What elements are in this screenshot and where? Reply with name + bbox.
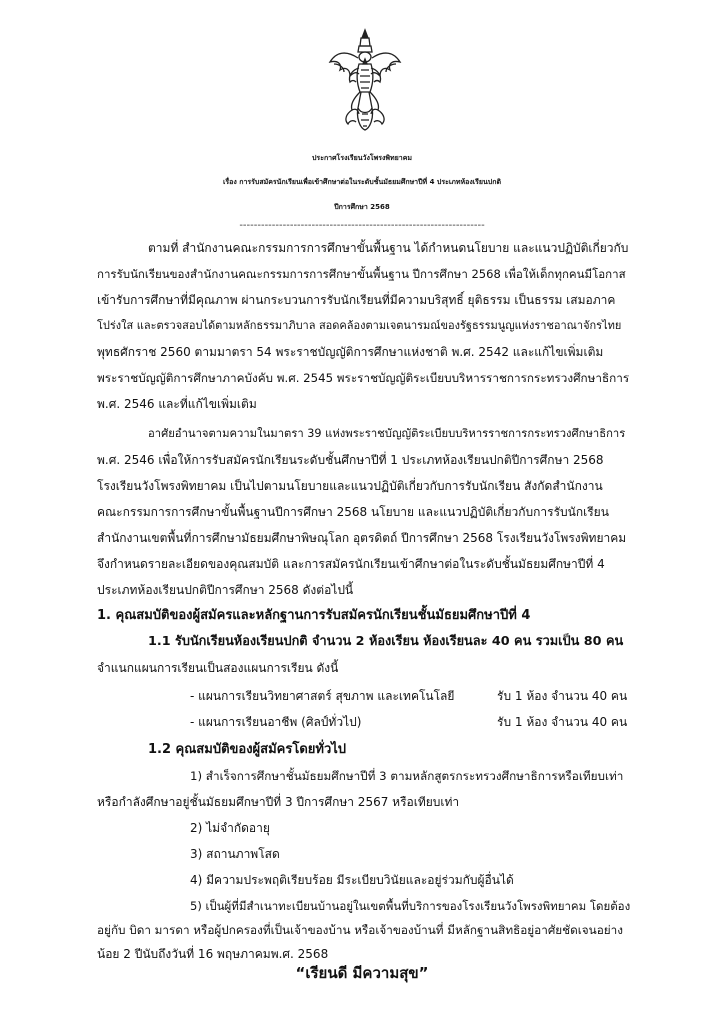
criteria-line: 3) สถานภาพโสด	[190, 847, 280, 861]
plan-name: - แผนการเรียนวิทยาศาสตร์ สุขภาพ และเทคโนโลยี	[190, 689, 455, 703]
para1-line: พ.ศ. 2546 และที่แก้ไขเพิ่มเติม	[97, 397, 257, 411]
criteria-line: น้อย 2 ปีนับถึงวันที่ 16 พฤษภาคมพ.ศ. 2568	[97, 947, 329, 961]
criteria-line: อยู่กับ บิดา มารดา หรือผู้ปกครองที่เป็นเจ้าของบ้าน หรือเจ้าของบ้านที่ มีหลักฐานสิทธิอยู่อาศัยชัดเจนอย่าง	[97, 923, 623, 937]
criteria-line: 4) มีความประพฤติเรียบร้อย มีระเบียบวินัยและอยู่ร่วมกับผู้อื่นได้	[190, 873, 514, 887]
plan-quota: รับ 1 ห้อง จำนวน 40 คน	[497, 715, 628, 729]
para1-line: เข้ารับการศึกษาที่มีคุณภาพ ผ่านกระบวนการรับนักเรียนที่มีความบริสุทธิ์ ยุติธรรม เป็นธรรม เสมอภาค	[97, 293, 616, 307]
para2-line: ประเภทห้องเรียนปกติปีการศึกษา 2568 ดังต่อไปนี้	[97, 583, 354, 597]
section-1-1-heading: 1.1 รับนักเรียนห้องเรียนปกติ จำนวน 2 ห้องเรียน ห้องเรียนละ 40 คน รวมเป็น 80 คน	[148, 634, 624, 649]
para2-line: พ.ศ. 2546 เพื่อให้การรับสมัครนักเรียนระดับชั้นศึกษาปีที่ 1 ประเภทห้องเรียนปกติปีการศึกษา 2568	[97, 453, 604, 467]
announcement-title: ประกาศโรงเรียนวังโพรงพิทยาคม	[311, 154, 412, 162]
para2-line: อาศัยอำนาจตามความในมาตรา 39 แห่งพระราชบัญญัติระเบียบบริหารราชการกระทรวงศึกษาธิการ	[148, 427, 626, 440]
para1-line: ตามที่ สำนักงานคณะกรรมการการศึกษาขั้นพื้นฐาน ได้กำหนดนโยบาย และแนวปฏิบัติเกี่ยวกับ	[148, 241, 629, 255]
criteria-line: 1) สำเร็จการศึกษาชั้นมัธยมศึกษาปีที่ 3 ตามหลักสูตรกระทรวงศึกษาธิการหรือเทียบเท่า	[190, 769, 624, 783]
criteria-line: หรือกำลังศึกษาอยู่ชั้นมัธยมศึกษาปีที่ 3 ปีการศึกษา 2567 หรือเทียบเท่า	[97, 795, 460, 809]
criteria-line: 2) ไม่จำกัดอายุ	[190, 821, 270, 835]
school-motto: “เรียนดี มีความสุข”	[295, 964, 429, 982]
section-1-2-heading: 1.2 คุณสมบัติของผู้สมัครโดยทั่วไป	[148, 742, 347, 757]
academic-year: ปีการศึกษา 2568	[334, 203, 390, 211]
plans-intro: จำแนกแผนการเรียนเป็นสองแผนการเรียน ดังนี้	[97, 661, 339, 675]
para1-line: พระราชบัญญัติการศึกษาภาคบังคับ พ.ศ. 2545 พระราชบัญญัติระเบียบบริหารราชการกระทรวงศึกษาธิการ	[97, 371, 630, 385]
para2-line: โรงเรียนวังโพรงพิทยาคม เป็นไปตามนโยบายและแนวปฏิบัติเกี่ยวกับการรับนักเรียน สังกัดสำนักงาน	[97, 479, 603, 493]
plan-name: - แผนการเรียนอาชีพ (ศิลป์ทั่วไป)	[190, 715, 362, 729]
para2-line: คณะกรรมการการศึกษาขั้นพื้นฐานปีการศึกษา 2568 นโยบาย และแนวปฏิบัติเกี่ยวกับการรับนักเรียน	[97, 505, 609, 519]
criteria-line: 5) เป็นผู้ที่มีสำเนาทะเบียนบ้านอยู่ในเขตพื้นที่บริการของโรงเรียนวังโพรงพิทยาคม โดยต้อง	[190, 899, 631, 913]
dashed-divider: --------------------------------------------------------------------	[239, 220, 485, 231]
para1-line: โปร่งใส และตรวจสอบได้ตามหลักธรรมาภิบาล สอดคล้องตามเจตนารมณ์ของรัฐธรรมนูญแห่งราชอาณาจักรไทย	[97, 319, 622, 332]
para1-line: การรับนักเรียนของสำนักงานคณะกรรมการการศึกษาขั้นพื้นฐาน ปีการศึกษา 2568 เพื่อให้เด็กทุกคนมีโอกาส	[97, 267, 626, 281]
section-1-heading: 1. คุณสมบัติของผู้สมัครและหลักฐานการรับสมัครนักเรียนชั้นมัธยมศึกษาปีที่ 4	[97, 608, 531, 623]
para2-line: สำนักงานเขตพื้นที่การศึกษามัธยมศึกษาพิษณุโลก อุตรดิตถ์ ปีการศึกษา 2568 โรงเรียนวังโพรงพิทยาคม	[97, 531, 627, 545]
para2-line: จึงกำหนดรายละเอียดของคุณสมบัติ และการสมัครนักเรียนเข้าศึกษาต่อในระดับชั้นมัธยมศึกษาปีที่ 4	[97, 557, 605, 571]
para1-line: พุทธศักราช 2560 ตามมาตรา 54 พระราชบัญญัติการศึกษาแห่งชาติ พ.ศ. 2542 และแก้ไขเพิ่มเติม	[97, 345, 604, 359]
announcement-subject: เรื่อง การรับสมัครนักเรียนเพื่อเข้าศึกษาต่อในระดับชั้นมัธยมศึกษาปีที่ 4 ประเภทห้องเรียนปกติ	[223, 178, 501, 186]
plan-quota: รับ 1 ห้อง จำนวน 40 คน	[497, 689, 628, 703]
garuda-emblem-icon	[328, 28, 402, 132]
